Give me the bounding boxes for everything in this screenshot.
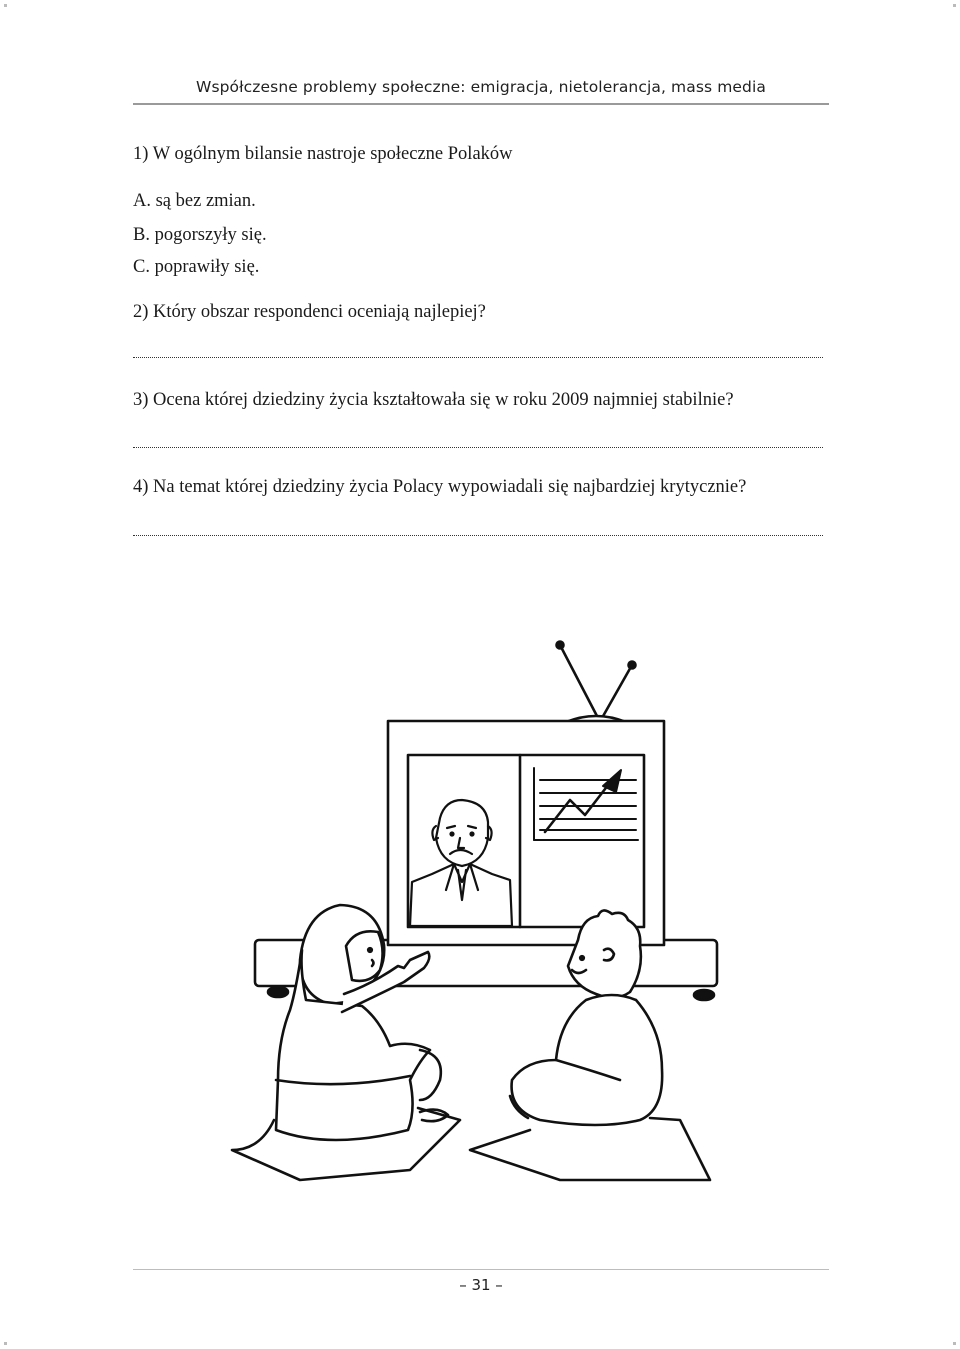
- tv-antenna: [557, 642, 636, 723]
- corner-mark-top-left: [4, 4, 7, 7]
- corner-mark-bottom-left: [4, 1342, 7, 1345]
- answer-line-4[interactable]: [133, 535, 823, 536]
- question-3: 3) Ocena której dziedziny życia kształtowała się w roku 2009 najmniej stabilnie?: [133, 390, 734, 410]
- corner-mark-top-right: [953, 4, 956, 7]
- question-2: 2) Który obszar respondenci oceniają najlepiej?: [133, 302, 486, 322]
- answer-line-2[interactable]: [133, 357, 823, 358]
- question-4: 4) Na temat której dziedziny życia Polacy wypowiadali się najbardziej krytycznie?: [133, 477, 747, 497]
- question-1-option-c: C. poprawiły się.: [133, 257, 260, 277]
- question-1: 1) W ogólnym bilansie nastroje społeczne Polaków: [133, 144, 513, 164]
- footer-divider: [133, 1269, 829, 1270]
- question-1-option-b: B. pogorszyły się.: [133, 225, 267, 245]
- corner-mark-bottom-right: [953, 1342, 956, 1345]
- answer-line-3[interactable]: [133, 447, 823, 448]
- question-1-option-a: A. są bez zmian.: [133, 191, 256, 211]
- header-divider: [133, 103, 829, 105]
- page-number: – 31 –: [459, 1276, 503, 1294]
- children-watching-tv-illustration: [215, 630, 735, 1190]
- running-header: Współczesne problemy społeczne: emigracja, nietolerancja, mass media: [196, 78, 766, 96]
